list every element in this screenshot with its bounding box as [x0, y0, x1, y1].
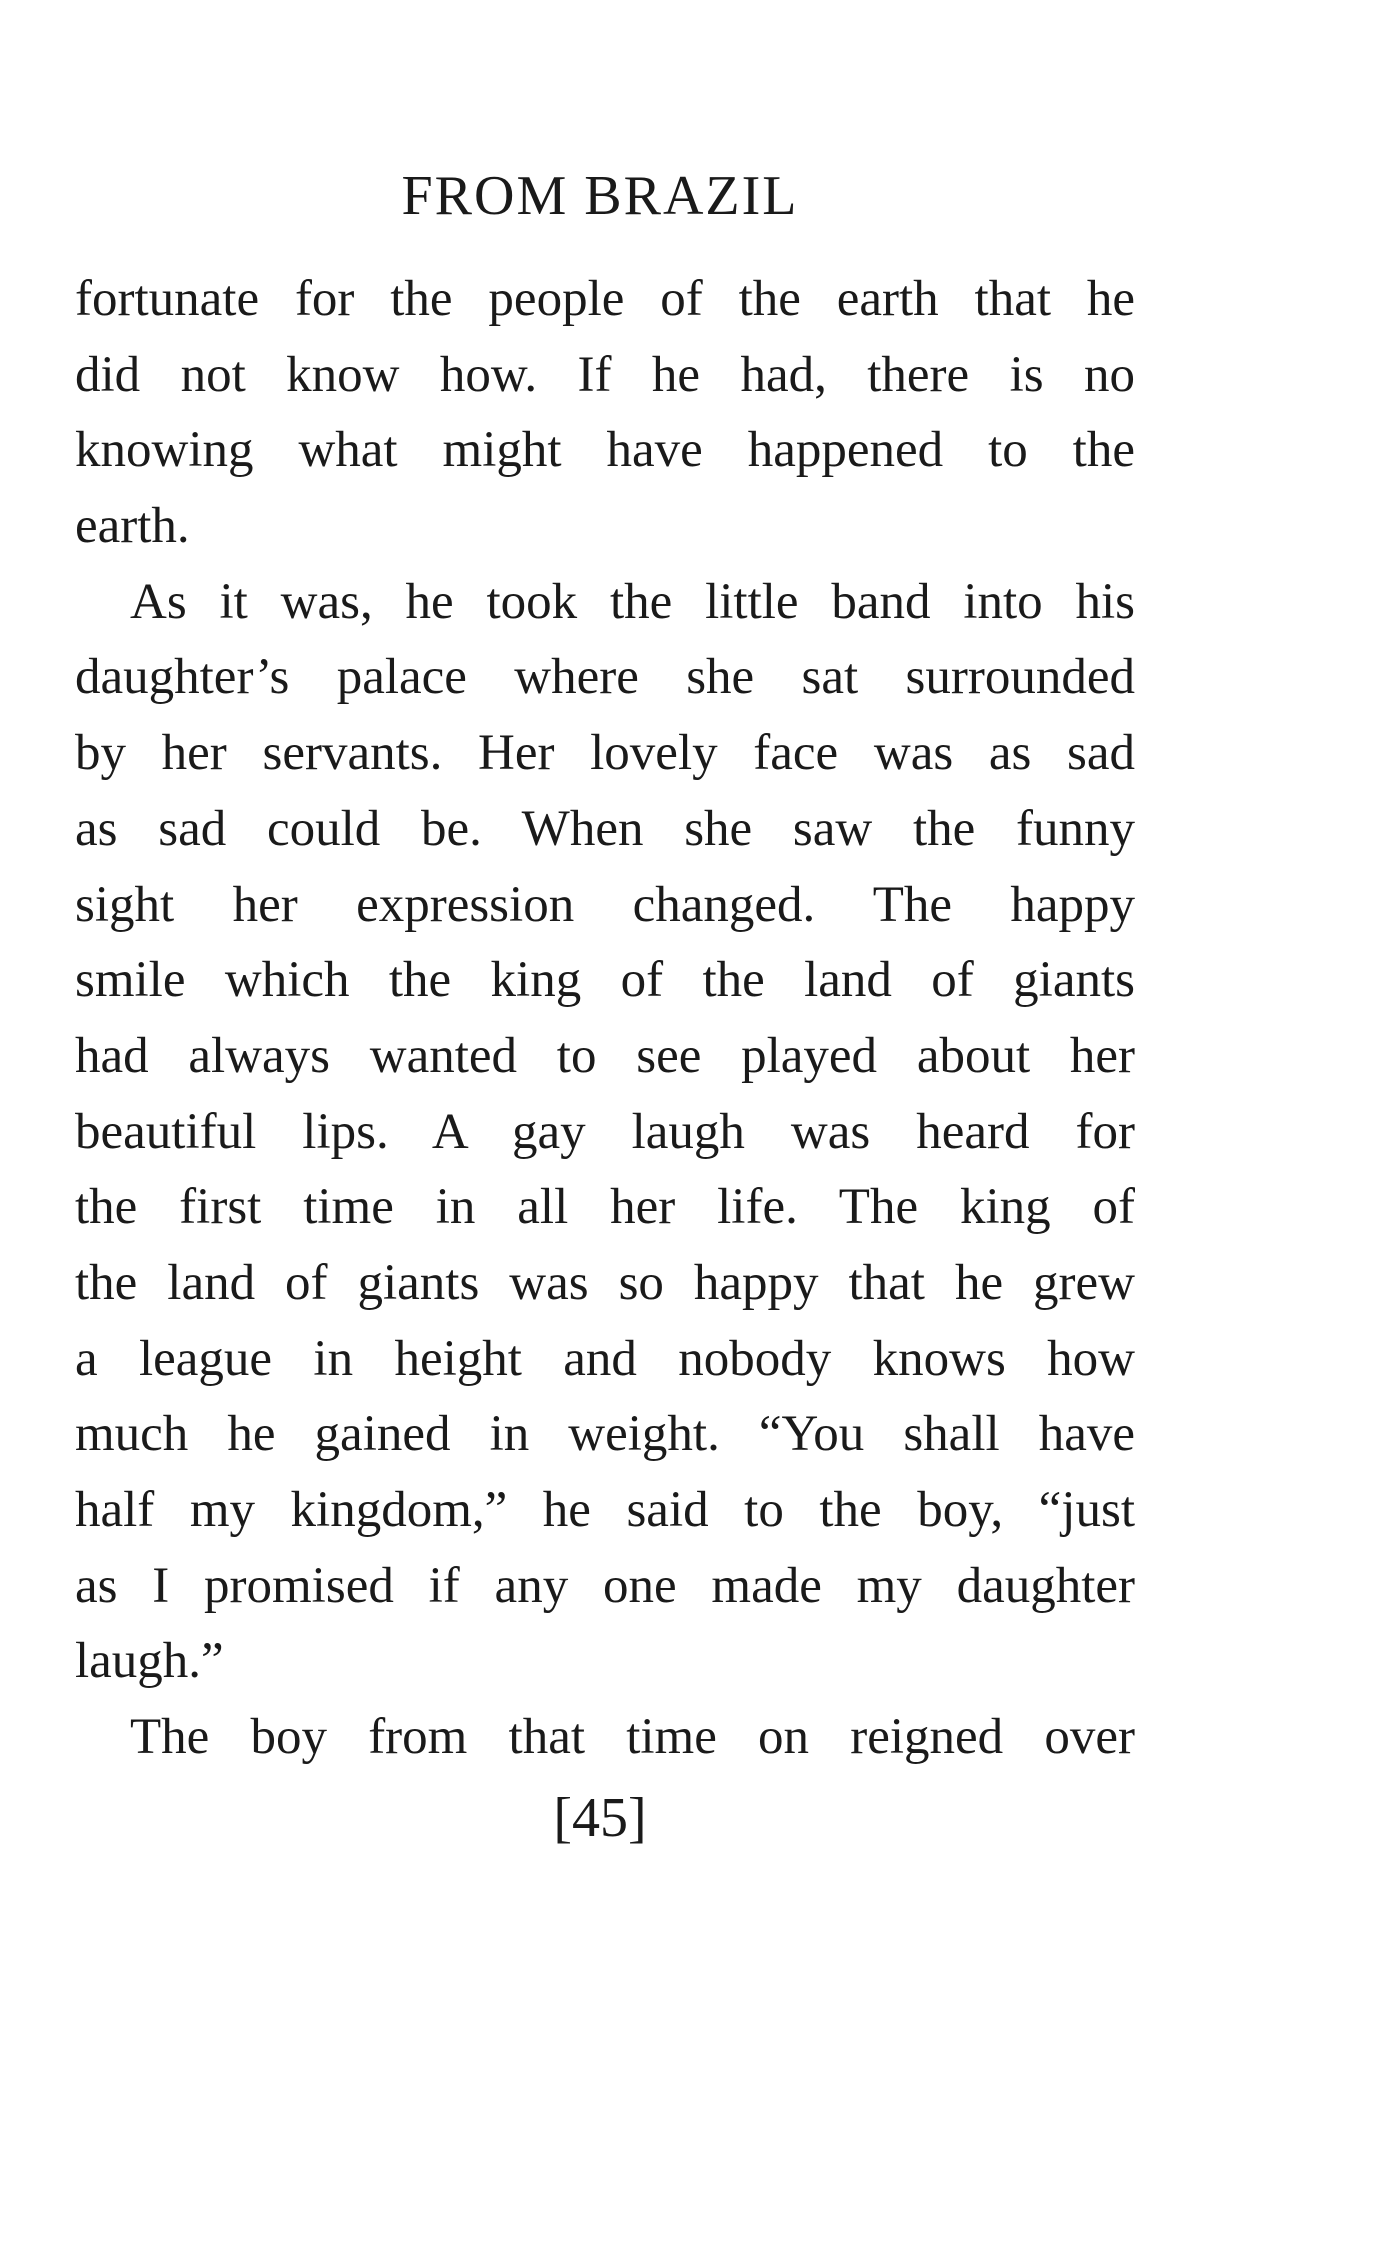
- text-line: laugh.”: [75, 1633, 224, 1690]
- text-line: as I promised if any one made my daughter: [75, 1557, 1135, 1614]
- text-line: the land of giants was so happy that he grew: [75, 1254, 1135, 1311]
- paragraph-start-line: The boy from that time on reigned over: [130, 1709, 1135, 1766]
- text-line: did not know how. If he had, there is no: [75, 346, 1135, 403]
- text-line: sight her expression changed. The happy: [75, 876, 1135, 933]
- text-line: fortunate for the people of the earth that he: [75, 271, 1135, 327]
- text-line: much he gained in weight. “You shall have: [75, 1406, 1135, 1463]
- text-line: a league in height and nobody knows how: [75, 1330, 1135, 1387]
- text-line: had always wanted to see played about her: [75, 1027, 1135, 1084]
- text-line: beautiful lips. A gay laugh was heard for: [75, 1103, 1135, 1160]
- text-line: earth.: [75, 498, 190, 555]
- text-line: half my kingdom,” he said to the boy, “just: [75, 1482, 1135, 1538]
- text-line: as sad could be. When she saw the funny: [75, 800, 1135, 857]
- text-line: daughter’s palace where she sat surrounded: [75, 649, 1135, 706]
- running-head: FROM BRAZIL: [401, 165, 799, 227]
- text-line: knowing what might have happened to the: [75, 422, 1135, 479]
- body-text: [75, 262, 1135, 1776]
- text-line: the first time in all her life. The king of: [75, 1179, 1135, 1236]
- paragraph-start-line: As it was, he took the little band into his: [130, 573, 1135, 630]
- text-line: smile which the king of the land of giants: [75, 952, 1135, 1009]
- text-line: by her servants. Her lovely face was as sad: [75, 725, 1135, 782]
- page-number: [45]: [553, 1787, 647, 1849]
